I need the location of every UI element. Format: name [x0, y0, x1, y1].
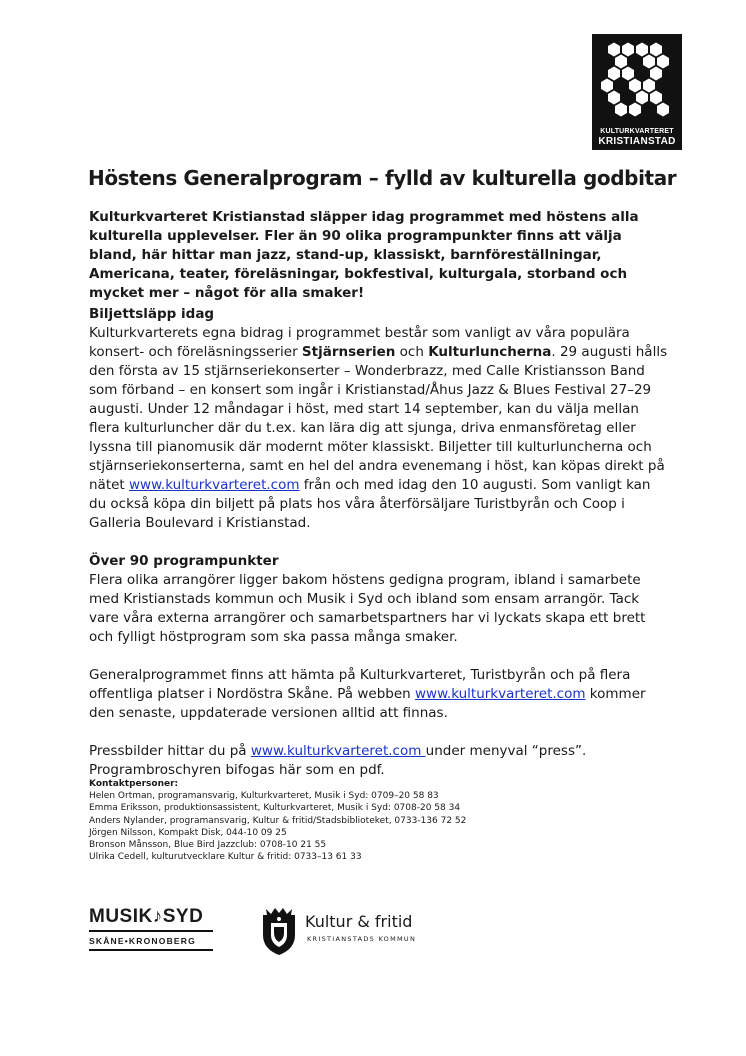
syd-word: SYD — [162, 906, 204, 927]
contact-line: Emma Eriksson, produktionsassistent, Kulturkvarteret, Musik i Syd: 0708-20 58 34 — [89, 803, 461, 814]
kultur-fritid-name: Kultur & fritid — [305, 912, 413, 931]
logo-line-1: KULTURKVARTERET — [600, 128, 674, 135]
musik-i-syd-logo — [89, 907, 213, 951]
contact-line: Anders Nylander, programansvarig, Kultur & fritid/Stadsbiblioteket, 0733-136 72 52 — [89, 815, 467, 826]
kultur-fritid-subtitle: KRISTIANSTADS KOMMUN — [307, 935, 417, 943]
music-note-icon: ♪ — [152, 906, 163, 927]
contact-line: Ulrika Cedell, kulturutvecklare Kultur & fritid: 0733–13 61 33 — [89, 852, 362, 863]
text-segment: Programbroschyren bifogas här som en pdf. — [89, 762, 385, 778]
tickets-paragraph — [89, 324, 669, 533]
press-paragraph — [89, 742, 669, 780]
general-program-paragraph — [89, 666, 669, 723]
section-heading-program: Över 90 programpunkter — [89, 553, 279, 569]
document-title: Höstens Generalprogram – fylld av kulturella godbitar — [88, 166, 677, 190]
website-link[interactable]: www.kulturkvarteret.com — [129, 477, 300, 493]
musik-word: MUSIK — [89, 906, 153, 927]
section-heading-tickets: Biljettsläpp idag — [89, 306, 215, 322]
lead-paragraph: Kulturkvarteret Kristianstad släpper idag programmet med höstens alla kulturella upplevelser. Fler än 90 olika programpunkter finns att välja bland, här hittar man jazz, stand-up, klassiskt, barnföreställningar, Americana, teater, föreläsningar, bokfestival, kulturgala, storband och mycket mer – något för alla smaker! — [89, 209, 639, 301]
coat-of-arms-icon — [257, 905, 301, 957]
musik-subtitle: SKÅNE•KRONOBERG — [89, 936, 196, 946]
bold-stjarnserien: Stjärnserien — [301, 344, 396, 360]
text-segment: Generalprogrammet finns att hämta på Kulturkvarteret, Turistbyrån och på flera offentliga platser i Nordöstra Skåne. På webben — [89, 667, 631, 702]
contact-line: Jörgen Nilsson, Kompakt Disk, 044-10 09 25 — [89, 827, 287, 838]
text-segment: och — [395, 344, 429, 360]
divider — [89, 930, 213, 932]
body-content — [89, 305, 669, 780]
text-segment: Kulturkvarterets egna bidrag i programmet består som vanligt av våra populära konsert- och föreläsningsserier — [89, 325, 630, 360]
text-segment: Pressbilder hittar du på — [89, 743, 251, 759]
contact-list — [89, 778, 649, 864]
contact-line: Bronson Månsson, Blue Bird Jazzclub: 0708-10 21 55 — [89, 840, 327, 851]
contact-line: Helen Ortman, programansvarig, Kulturkvarteret, Musik i Syd: 0709–20 58 83 — [89, 791, 439, 801]
text-segment: . 29 augusti hålls den första av 15 stjärnseriekonserter – Wonderbrazz, med Calle Kristiansson Band som förband – en konsert som ingår i Kristianstad/Åhus Jazz & Blues Festival 27–29 augusti. Under 12 måndagar i höst, med start 14 september, kan du välja mellan flera kulturluncher där du t.ex. kan lära dig att sjunga, driva enmansföretag eller lyssna till pianomusik där modernt möter klassiskt. Biljetter till kulturluncherna och stjärnseriekonserterna, samt en hel del andra evenemang i höst, kan köpas direkt på nätet — [89, 344, 668, 493]
kulturkvarteret-logo — [592, 34, 682, 150]
text-segment: från och med idag den 10 augusti. Som vanligt kan du också köpa din biljett på plats hos våra återförsäljare Turistbyrån och Coop i Galleria Boulevard i Kristianstad. — [89, 477, 651, 531]
program-paragraph: Flera olika arrangörer ligger bakom höstens gedigna program, ibland i samarbete med Kristianstads kommun och Musik i Syd och ibland som ensam arrangör. Tack vare våra externa arrangörer och samarbetspartners har vi lyckats skapa ett brett och fylligt höstprogram som ska passa många smaker. — [89, 572, 646, 645]
logo-line-2: KRISTIANSTAD — [598, 136, 676, 147]
website-link[interactable]: www.kulturkvarteret.com — [415, 686, 586, 702]
contacts-heading: Kontaktpersoner: — [89, 779, 179, 789]
kultur-fritid-logo — [257, 905, 447, 957]
divider — [89, 949, 213, 951]
text-segment: kommer den senaste, uppdaterade versionen alltid att finnas. — [89, 686, 646, 721]
press-link[interactable]: www.kulturkvarteret.com — [250, 743, 426, 759]
bold-kulturluncherna: Kulturluncherna — [428, 344, 552, 360]
text-segment: under menyval “press”. — [425, 743, 587, 759]
